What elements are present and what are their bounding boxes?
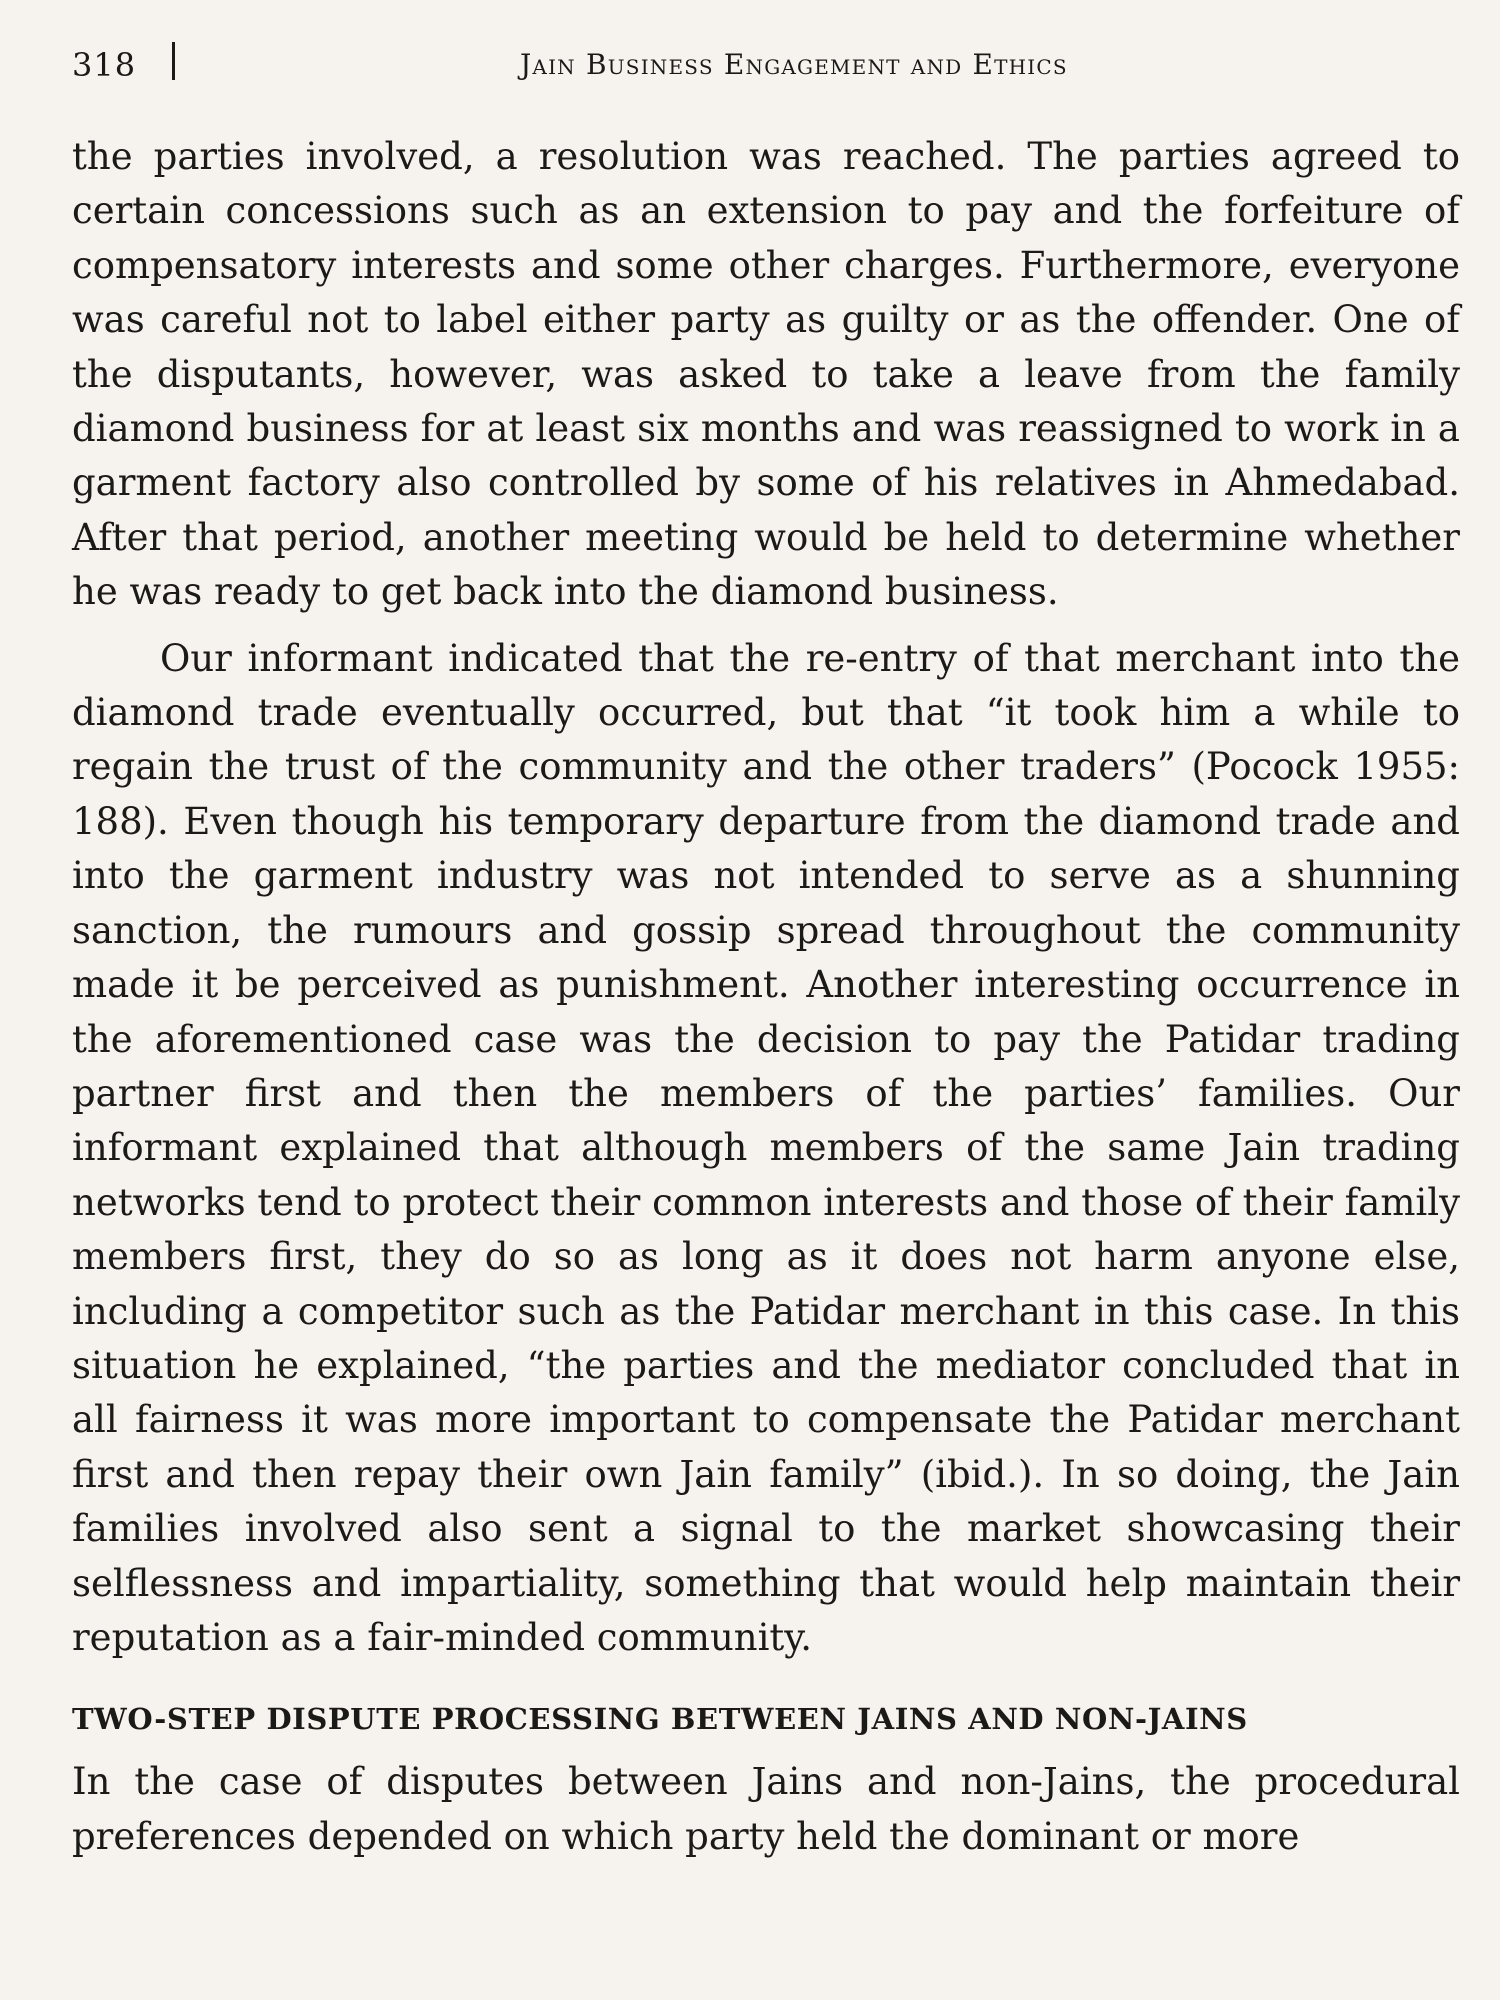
running-head — [72, 40, 1460, 90]
paragraph-informant: Our informant indicated that the re-entry of that merchant into the diamond trade eventually occurred, but that “it took him a while to regain the trust of the community and the other traders” (Pocock 1955: 188). Even though his temporary departure from the diamond trade and into the garment industry was not intended to serve as a shunning sanction, the rumours and gossip spread throughout the community made it be perceived as punishment. Another interesting occurrence in the aforementioned case was the decision to pay the Patidar trading partner first and then the members of the parties’ families. Our informant explained that although members of the same Jain trading networks tend to protect their common interests and those of their family members first, they do so as long as it does not harm anyone else, including a competitor such as the Patidar merchant in this case. In this situation he explained, “the parties and the mediator concluded that in all fairness it was more important to compensate the Patidar merchant first and then repay their own Jain family” (ibid.). In so doing, the Jain families involved also sent a signal to the market showcasing their selflessness and impartiality, something that would help maintain their reputation as a fair-minded community. — [72, 636, 1460, 1659]
paragraph-continuation: the parties involved, a resolution was reached. The parties agreed to certain concessions such as an extension to pay and the forfeiture of compensatory interests and some other charges. Furthermore, everyone was careful not to label either party as guilty or as the offender. One of the disputants, however, was asked to take a leave from the family diamond business for at least six months and was reassigned to work in a garment factory also controlled by some of his relatives in Ahmedabad. After that period, another meeting would be held to determine whether he was ready to get back into the diamond business. — [72, 135, 1460, 614]
body-text — [72, 130, 1460, 1864]
header-divider — [172, 42, 175, 80]
paragraph-section-start: In the case of disputes between Jains and non-Jains, the procedural preferences depended on which party held the dominant or more — [72, 1760, 1460, 1858]
page-number: 318 — [72, 46, 137, 84]
running-title: Jain Business Engagement and Ethics — [520, 48, 1068, 81]
section-heading: TWO-STEP DISPUTE PROCESSING BETWEEN JAINS AND NON-JAINS — [72, 1702, 1248, 1737]
